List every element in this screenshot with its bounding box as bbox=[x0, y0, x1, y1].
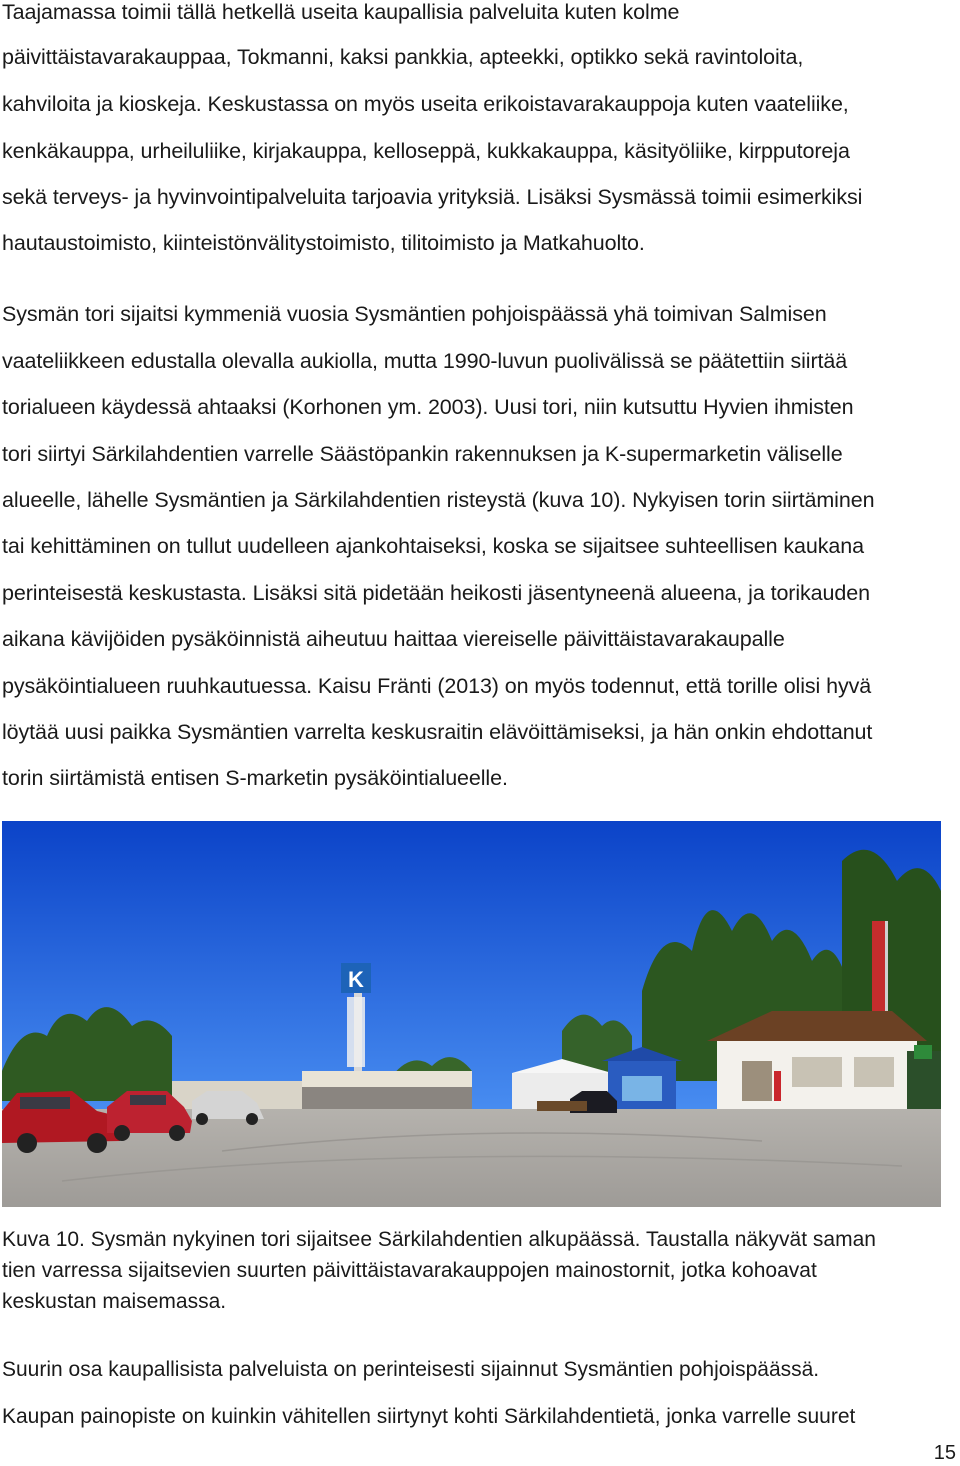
text-line: Sysmän tori sijaitsi kymmeniä vuosia Sysmäntien pohjoispäässä yhä toimivan Salmisen bbox=[2, 302, 827, 326]
text-line: sekä terveys- ja hyvinvointipalveluita tarjoavia yrityksiä. Lisäksi Sysmässä toimii esimerkiksi bbox=[2, 185, 863, 209]
text-line: hautaustoimisto, kiinteistönvälitystoimisto, tilitoimisto ja Matkahuolto. bbox=[2, 231, 645, 255]
text-line: päivittäistavarakauppaa, Tokmanni, kaksi pankkia, apteekki, optikko sekä ravintoloita, bbox=[2, 45, 804, 69]
k-sign-letter: K bbox=[348, 967, 364, 992]
text-line: pysäköintialueen ruuhkautuessa. Kaisu Fränti (2013) on myös todennut, että torille olisi hyvä bbox=[2, 674, 872, 698]
text-line: tori siirtyi Särkilahdentien varrelle Säästöpankin rakennuksen ja K-supermarketin väliselle bbox=[2, 442, 843, 466]
kiosk-building bbox=[707, 1011, 927, 1119]
red-banner bbox=[872, 921, 886, 1011]
market-square-photo bbox=[2, 821, 941, 1207]
text-line: Taajamassa toimii tällä hetkellä useita kaupallisia palveluita kuten kolme bbox=[2, 0, 680, 24]
caption-line: keskustan maisemassa. bbox=[2, 1290, 227, 1313]
text-line: kenkäkauppa, urheiluliike, kirjakauppa, kelloseppä, kukkakauppa, käsityöliike, kirpputoreja bbox=[2, 139, 850, 163]
text-line: aikana kävijöiden pysäköinnistä aiheutuu haittaa viereiselle päivittäistavarakaupalle bbox=[2, 627, 785, 651]
text-line: torin siirtämistä entisen S-marketin pysäköintialueelle. bbox=[2, 766, 508, 790]
text-line: vaateliikkeen edustalla olevalla aukiolla, mutta 1990-luvun puolivälissä se päätettiin siirtää bbox=[2, 349, 848, 373]
text-line: löytää uusi paikka Sysmäntien varrelta keskusraitin elävöittämiseksi, ja hän onkin ehdottanut bbox=[2, 720, 873, 744]
market-tables bbox=[537, 1101, 587, 1111]
text-line: torialueen käydessä ahtaaksi (Korhonen ym. 2003). Uusi tori, niin kutsuttu Hyvien ihmisten bbox=[2, 395, 854, 419]
text-line: tai kehittäminen on tullut uudelleen ajankohtaiseksi, koska se sijaitsee suhteellisen kaukana bbox=[2, 534, 864, 558]
text-line: Kaupan painopiste on kuinkin vähitellen siirtynyt kohti Särkilahdentietä, jonka varrelle suuret bbox=[2, 1405, 856, 1428]
text-line: Suurin osa kaupallisista palveluista on perinteisesti sijainnut Sysmäntien pohjoispäässä. bbox=[2, 1358, 820, 1381]
info-board bbox=[907, 1045, 941, 1111]
caption-line: tien varressa sijaitsevien suurten päivittäistavarakauppojen mainostornit, jotka kohoavat bbox=[2, 1259, 817, 1282]
text-line: alueelle, lähelle Sysmäntien ja Särkilahdentien risteystä (kuva 10). Nykyisen torin siirtäminen bbox=[2, 488, 875, 512]
page-number: 15 bbox=[933, 1442, 956, 1464]
text-line: kahviloita ja kioskeja. Keskustassa on myös useita erikoistavarakauppoja kuten vaateliike, bbox=[2, 92, 849, 116]
text-line: perinteisestä keskustasta. Lisäksi sitä pidetään heikosti jäsentyneenä alueena, ja torikauden bbox=[2, 581, 870, 605]
market-canopy bbox=[302, 1071, 472, 1087]
caption-line: Kuva 10. Sysmän nykyinen tori sijaitsee Särkilahdentien alkupäässä. Taustalla näkyvät saman bbox=[2, 1228, 876, 1251]
